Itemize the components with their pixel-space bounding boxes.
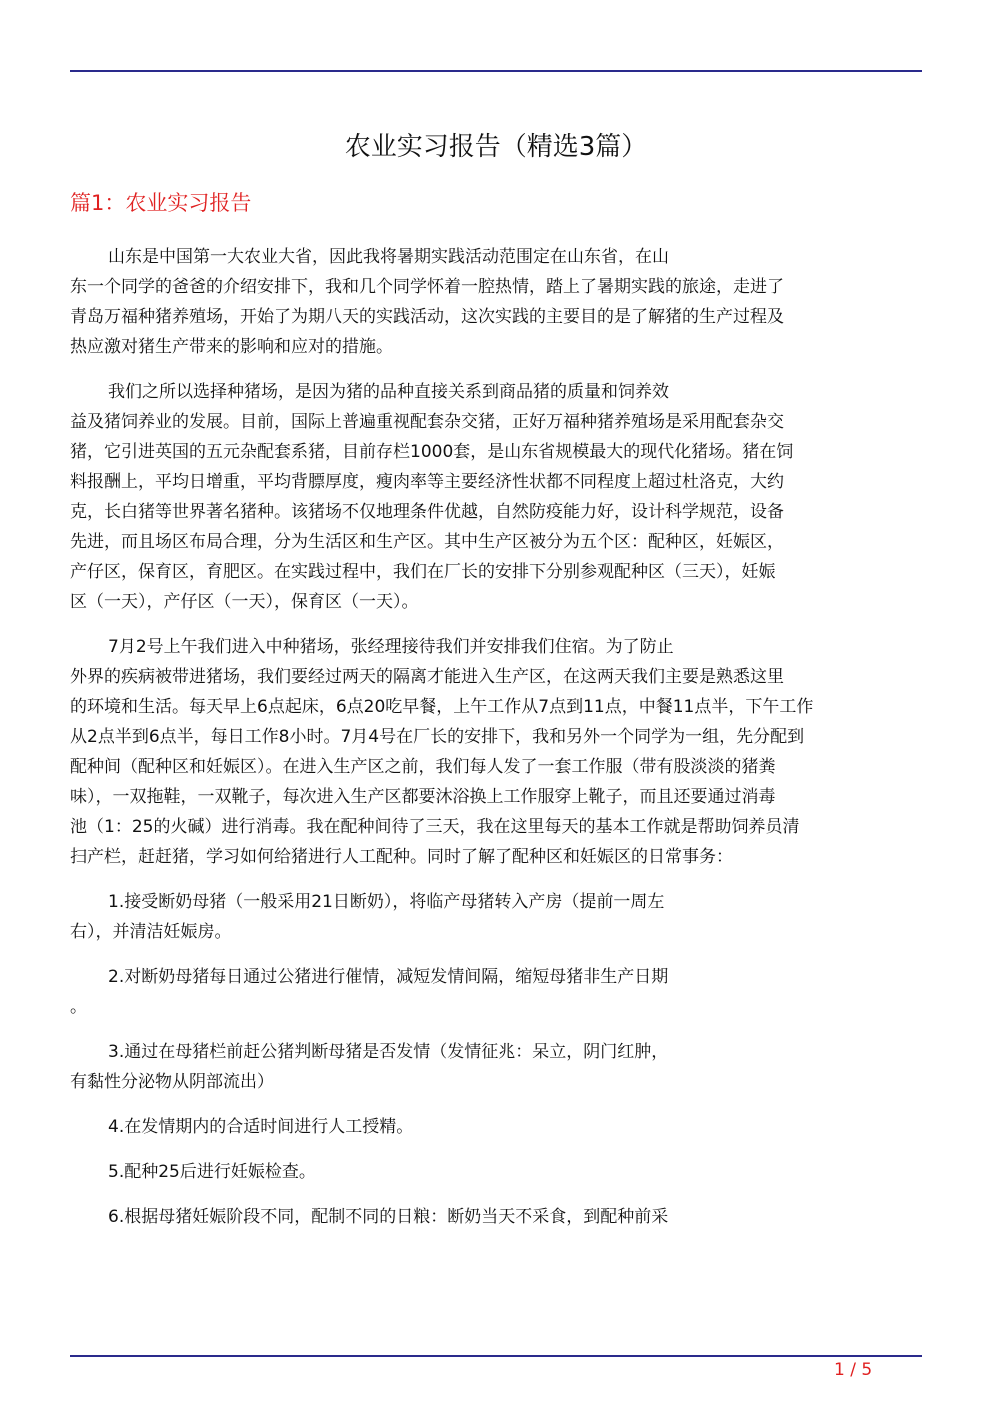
- paragraph-line: 克，长白猪等世界著名猪种。该猪场不仅地理条件优越，自然防疫能力好，设计科学规范，设备: [70, 502, 784, 522]
- paragraph-line: 2.对断奶母猪每日通过公猪进行催情，减短发情间隔，缩短母猪非生产日期: [108, 967, 669, 987]
- paragraph-line: 5.配种25后进行妊娠检查。: [108, 1162, 316, 1182]
- document-title: 农业实习报告（精选3篇）: [344, 132, 648, 162]
- paragraph-line: 区（一天），产仔区（一天），保育区（一天）。: [70, 592, 419, 612]
- paragraph-line: 我们之所以选择种猪场，是因为猪的品种直接关系到商品猪的质量和饲养效: [108, 382, 669, 402]
- paragraph-line: 先进，而且场区布局合理，分为生活区和生产区。其中生产区被分为五个区：配种区，妊娠区，: [70, 532, 784, 552]
- paragraph-line: 产仔区，保育区，育肥区。在实践过程中，我们在厂长的安排下分别参观配种区（三天），妊娠: [70, 562, 776, 582]
- paragraph-line: 右），并清洁妊娠房。: [70, 922, 232, 942]
- paragraph-line: 味），一双拖鞋，一双靴子，每次进入生产区都要沐浴换上工作服穿上靴子，而且还要通过消毒: [70, 787, 776, 807]
- paragraph-line: 6.根据母猪妊娠阶段不同，配制不同的日粮：断奶当天不采食，到配种前采: [108, 1207, 669, 1227]
- footer-rule: [70, 1355, 922, 1357]
- paragraph-line: 池（1：25的火碱）进行消毒。我在配种间待了三天，我在这里每天的基本工作就是帮助饲养员清: [70, 817, 800, 837]
- page-number: 1 / 5: [834, 1360, 873, 1380]
- paragraph-line: 东一个同学的爸爸的介绍安排下，我和几个同学怀着一腔热情，踏上了暑期实践的旅途，走进了: [70, 277, 784, 297]
- paragraph-line: 扫产栏，赶赶猪，学习如何给猪进行人工配种。同时了解了配种区和妊娠区的日常事务：: [70, 847, 733, 867]
- paragraph-line: 山东是中国第一大农业大省，因此我将暑期实践活动范围定在山东省，在山: [108, 247, 669, 267]
- list-item: [70, 887, 922, 947]
- paragraph-line: 外界的疾病被带进猪场，我们要经过两天的隔离才能进入生产区，在这两天我们主要是熟悉这里: [70, 667, 784, 687]
- paragraph-line: 配种间（配种区和妊娠区）。在进入生产区之前，我们每人发了一套工作服（带有股淡淡的猪粪: [70, 757, 776, 777]
- section-title: 篇1：农业实习报告: [70, 191, 252, 215]
- header-rule: [70, 70, 922, 72]
- paragraph-line: 从2点半到6点半，每日工作8小时。7月4号在厂长的安排下，我和另外一个同学为一组，先分配到: [70, 727, 805, 747]
- paragraph-line: 有黏性分泌物从阴部流出）: [70, 1072, 274, 1092]
- paragraph-line: 3.通过在母猪栏前赶公猪判断母猪是否发情（发情征兆：呆立，阴门红肿，: [108, 1042, 669, 1062]
- list-item: [70, 1112, 922, 1142]
- list-item: [70, 1037, 922, 1097]
- paragraph-line: 。: [70, 997, 87, 1017]
- paragraph: [70, 242, 922, 362]
- paragraph: [70, 377, 922, 617]
- paragraph-line: 热应激对猪生产带来的影响和应对的措施。: [70, 337, 393, 357]
- paragraph-line: 7月2号上午我们进入中种猪场，张经理接待我们并安排我们住宿。为了防止: [108, 637, 674, 657]
- list-item: [70, 1157, 922, 1187]
- paragraph-line: 的环境和生活。每天早上6点起床，6点20吃早餐，上午工作从7点到11点，中餐11点半，下午工作: [70, 697, 814, 717]
- paragraph-line: 猪，它引进英国的五元杂配套系猪，目前存栏1000套，是山东省规模最大的现代化猪场。猪在饲: [70, 442, 794, 462]
- list-item: [70, 1202, 922, 1232]
- document-body: [70, 242, 922, 1247]
- paragraph-line: 青岛万福种猪养殖场，开始了为期八天的实践活动，这次实践的主要目的是了解猪的生产过程及: [70, 307, 784, 327]
- list-item: [70, 962, 922, 1022]
- paragraph-line: 益及猪饲养业的发展。目前，国际上普遍重视配套杂交猪，正好万福种猪养殖场是采用配套杂交: [70, 412, 784, 432]
- paragraph-line: 1.接受断奶母猪（一般采用21日断奶），将临产母猪转入产房（提前一周左: [108, 892, 665, 912]
- paragraph-line: 4.在发情期内的合适时间进行人工授精。: [108, 1117, 414, 1137]
- paragraph: [70, 632, 922, 872]
- paragraph-line: 料报酬上，平均日增重，平均背膘厚度，瘦肉率等主要经济性状都不同程度上超过杜洛克，大约: [70, 472, 784, 492]
